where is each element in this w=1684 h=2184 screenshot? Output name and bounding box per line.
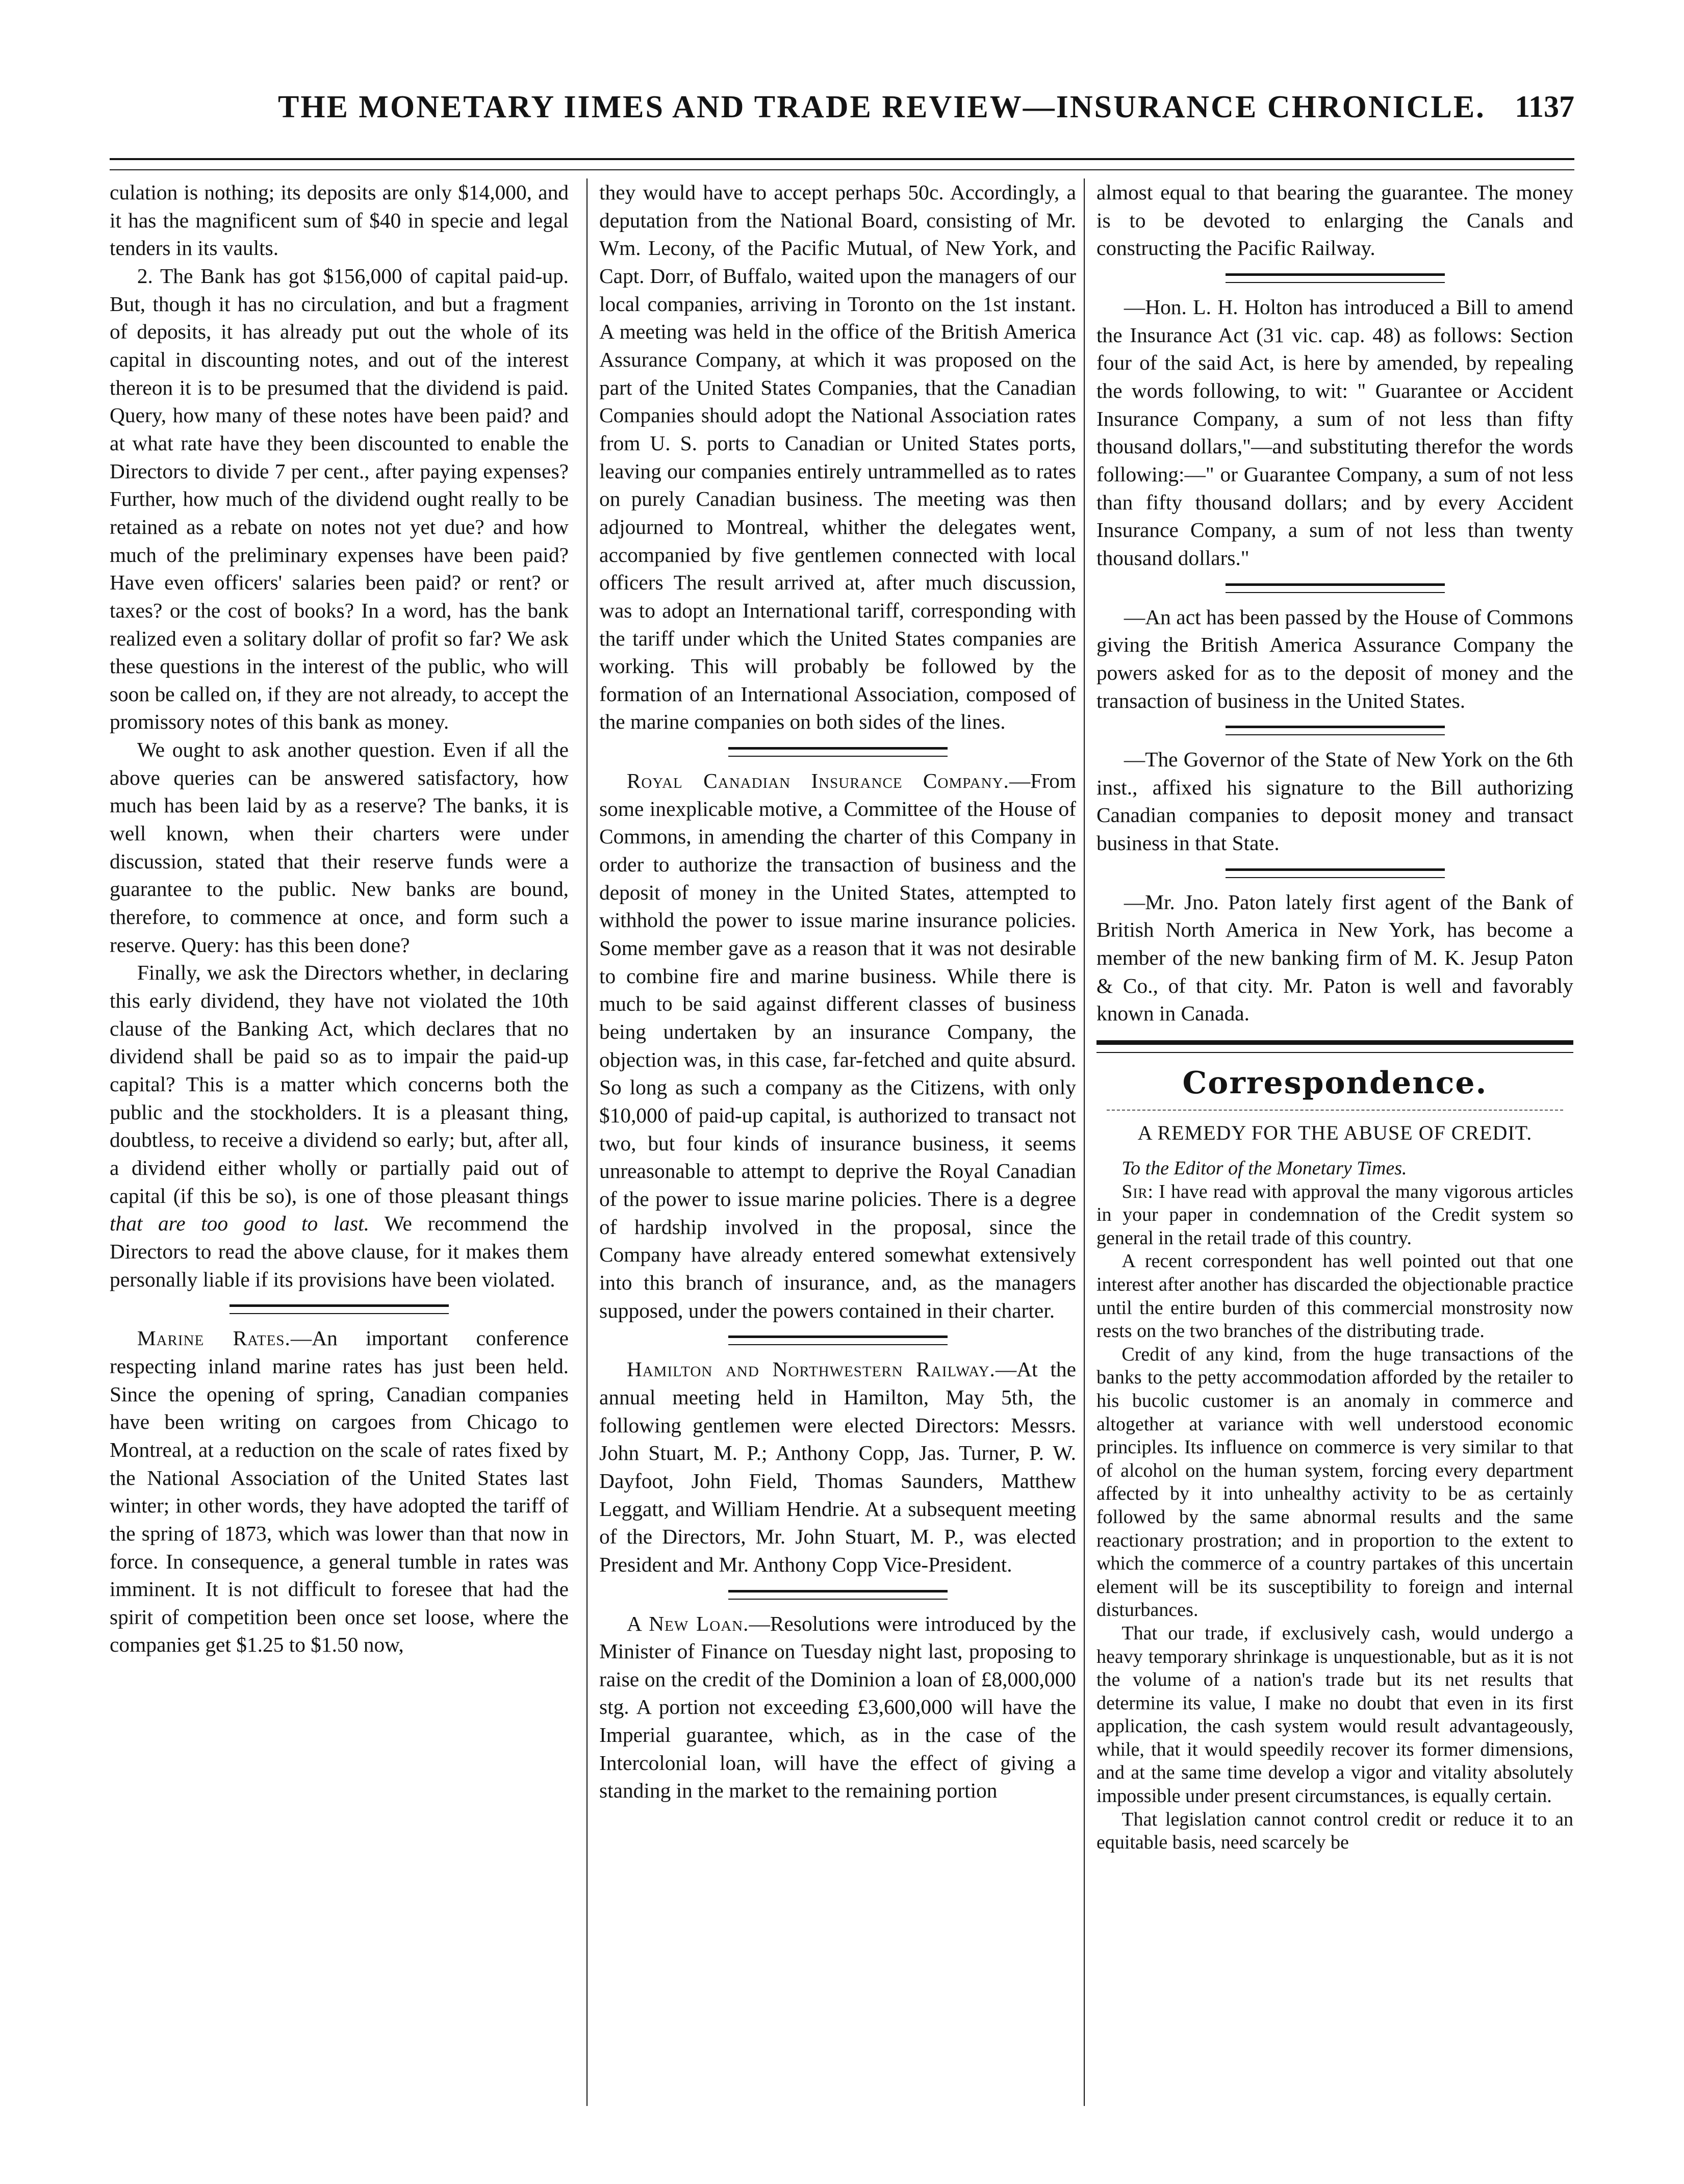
paragraph: 2. The Bank has got $156,000 of capital paid-up. But, though it has no circulation, and but a fragment of deposits, it has already put out the whole of its capital in discounting notes, and out of the interest thereon it is to be presumed that the dividend is paid. Query, how many of these notes have been paid? and at what rate have they been discounted to enable the Directors to divide 7 per cent., after paying expenses? Further, how much of the dividend ought really to be retained as a rebate on notes not yet due? and how much of the preliminary expenses have been paid? Have even officers' salaries been paid? or rent? or taxes? or the cost of books? In a word, has the bank realized even a solitary dollar of profit so far? We ask these questions in the interest of the public, who will soon be called on, if they are not already, to accept the promissory notes of this bank as money. bbox=[110, 264, 569, 734]
article-hamilton-railway bbox=[599, 1355, 1076, 1578]
article-marine-rates bbox=[110, 1324, 569, 1659]
italic-phrase: that are too good to last. bbox=[110, 1212, 369, 1236]
article-text: —At the annual meeting held in Hamilton, May 5th, the following gentlemen were elected Directors: Messrs. John Stuart, M. P.; Anthony Copp, Jas. Turner, P. W. Dayfoot, John Field, Thomas Saunders, Matthew Leggatt, and William Hendrie. At a subsequent meeting of the Directors, Mr. John Stuart, M. P., was elected President and Mr. Anthony Copp Vice-President. bbox=[599, 1357, 1076, 1576]
article-heading: Royal Canadian Insurance Company. bbox=[626, 769, 1009, 793]
paragraph: almost equal to that bearing the guarantee. The money is to be devoted to enlarging the Canals and constructing the Pacific Railway. bbox=[1096, 181, 1573, 260]
article-royal-canadian bbox=[599, 767, 1076, 1324]
letter-title: A REMEDY FOR THE ABUSE OF CREDIT. bbox=[1137, 1121, 1533, 1145]
section-divider bbox=[1226, 273, 1445, 283]
article-text: —Resolutions were introduced by the Minister of Finance on Tuesday night last, proposing to raise on the credit of the Dominion a loan of £8,000,000 stg. A portion not exceeding £3,600,000 will have the Imperial guarantee, which, as in the case of the Intercolonial loan, will have the effect of giving a standing in the market to the remaining portion bbox=[599, 1611, 1076, 1803]
article-text: —An important conference respecting inland marine rates has just been held. Since the opening of spring, Canadian companies have been writing on cargoes from Chicago to Montreal, at a reduction on the scale of rates fixed by the National Association of the United States last winter; in other words, they have adopted the tariff of the spring of 1873, which was lower than that now in force. In consequence, a general tumble in rates was imminent. It is not difficult to foresee that had the spirit of competition been once set loose, where the companies get $1.25 to $1.50 now, bbox=[110, 1326, 569, 1657]
article-heading: Marine Rates. bbox=[137, 1326, 291, 1350]
paragraph bbox=[110, 959, 569, 1293]
page-header bbox=[110, 89, 1574, 145]
paragraph: We ought to ask another question. Even if all the above queries can be answered satisfactory, how much has been laid by as a reserve? The banks, it is well known, when their charters were under discussion, stated that their reserve funds were a guarantee to the public. New banks are bound, therefore, to commence at once, and form such a reserve. Query: has this been done? bbox=[110, 738, 569, 957]
letter-body bbox=[1096, 1157, 1573, 1855]
section-divider bbox=[1226, 868, 1445, 878]
column-3 bbox=[1096, 178, 1573, 2106]
column-1 bbox=[110, 178, 569, 2106]
paragraph: —The Governor of the State of New York on the 6th inst., affixed his signature to the Bill authorizing Canadian companies to deposit money and transact business in that State. bbox=[1096, 748, 1573, 855]
article-heading: Hamilton and Northwestern Railway. bbox=[626, 1357, 996, 1381]
paragraph: —Mr. Jno. Paton lately first agent of the Bank of British North America in New York, has become a member of the new banking firm of M. K. Jesup Paton & Co., of that city. Mr. Paton is well and favorably known in Canada. bbox=[1096, 890, 1573, 1025]
paragraph-text: We recommend the Directors to read the above clause, for it makes them personally liable if its provisions have been violated. bbox=[110, 1212, 569, 1291]
paragraph-text: Finally, we ask the Directors whether, in declaring this early dividend, they have not violated the 10th clause of the Banking Act, which declares that no dividend shall be paid so as to impair the paid-up capital? This is a matter which concerns both the public and the stockholders. It is a pleasant thing, doubtless, to receive a dividend so early; but, after all, a dividend either wholly or partially paid out of capital (if this be so), is one of those pleasant things bbox=[110, 961, 569, 1207]
letter-paragraph: That legislation cannot control credit or reduce it to an equitable basis, need scarcely be bbox=[1096, 1808, 1573, 1854]
article-text: —From some inexplicable motive, a Committee of the House of Commons, in amending the charter of this Company in order to authorize the transaction of business and the deposit of money in the United States, attempted to withhold the power to issue marine insurance policies. Some member gave as a reason that it was not desirable to combine fire and marine business. While there is much to be said against different classes of business being undertaken by an insurance Company, the objection was, in this case, far-fetched and quite absurd. So long as such a company as the Citizens, with only $10,000 of paid-up capital, is authorized to transact not two, but four kinds of insurance business, it seems unreasonable to attempt to deprive the Royal Canadian of the power to issue marine policies. There is a degree of hardship involved in the proposal, since the Company have already entered somewhat extensively into this branch of insurance, and, as the managers supposed, under the powers contained in their charter. bbox=[599, 769, 1076, 1322]
letter-paragraph bbox=[1096, 1180, 1573, 1250]
column-divider bbox=[586, 178, 588, 2106]
section-divider bbox=[728, 1590, 948, 1600]
header-rule bbox=[110, 158, 1574, 170]
section-divider bbox=[1226, 583, 1445, 593]
section-divider bbox=[728, 747, 948, 757]
letter-paragraph: A recent correspondent has well pointed out that one interest after another has discarded the objectionable practice until the entire burden of this commercial monstrosity now rests on the two branches of the distributing trade. bbox=[1096, 1250, 1573, 1342]
letter-sir: Sir bbox=[1121, 1180, 1148, 1202]
section-divider bbox=[728, 1335, 948, 1345]
paragraph: —An act has been passed by the House of Commons giving the British America Assurance Company the powers asked for as to the deposit of money and the transaction of business in the United States. bbox=[1096, 605, 1573, 712]
column-2 bbox=[599, 178, 1076, 2106]
page-number: 1137 bbox=[1515, 90, 1574, 123]
article-new-loan bbox=[599, 1610, 1076, 1805]
correspondence-heading: Correspondence. bbox=[1182, 1065, 1488, 1101]
paragraph: they would have to accept perhaps 50c. Accordingly, a deputation from the National Board, consisting of Mr. Wm. Lecony, of the Pacific Mutual, of New York, and Capt. Dorr, of Buffalo, waited upon the managers of our local companies, arriving in Toronto on the 1st instant. A meeting was held in the office of the British America Assurance Company, at which it was proposed on the part of the United States Companies, that the Canadian Companies should adopt the National Association rates from U. S. ports to Canadian or United States ports, leaving our companies entirely untrammelled as to rates on purely Canadian business. The meeting was then adjourned to Montreal, whither the delegates went, accompanied by five gentlemen connected with local officers The result arrived at, after much discussion, was to adopt an International tariff, corresponding with the tariff under which the United States companies are working. This will probably be followed by the formation of an International Association, composed of the marine companies on both sides of the lines. bbox=[599, 181, 1076, 734]
section-heavy-rule bbox=[1096, 1040, 1573, 1053]
article-heading: A New Loan. bbox=[626, 1611, 749, 1635]
column-divider bbox=[1084, 178, 1085, 2106]
letter-paragraph: Credit of any kind, from the huge transactions of the banks to the petty accommodation afforded by the retailer to his bucolic customer is an anomaly in commerce and altogether at variance with well understood economic principles. Its influence on commerce is very similar to that of alcohol on the human system, forcing every department affected by it into unhealthy activity to be as certainly followed by the same abnormal results and the same reactionary prostration; and in proportion to the extent to which the commerce of a country partakes of this uncertain element will be its susceptibility to foreign and internal disturbances. bbox=[1096, 1343, 1573, 1621]
letter-paragraph: That our trade, if exclusively cash, would undergo a heavy temporary shrinkage is unquestionable, but as it is not the volume of a nation's trade but its net results that determine its value, I make no doubt that even in its first application, the cash system would result advantageously, while, that it would speedily recover its former dimensions, and at the same time develop a vigor and vitality absolutely impossible under present circumstances, is equally certain. bbox=[1096, 1622, 1573, 1807]
letter-salutation: To the Editor of the Monetary Times. bbox=[1121, 1158, 1407, 1179]
section-divider bbox=[229, 1304, 449, 1314]
section-divider bbox=[1226, 726, 1445, 735]
letter-text: : I have read with approval the many vigorous articles in your paper in condemnation of the Credit system so general in the retail trade of this country. bbox=[1096, 1180, 1573, 1249]
paragraph: culation is nothing; its deposits are only $14,000, and it has the magnificent sum of $40 in specie and legal tenders in its vaults. bbox=[110, 181, 569, 260]
paragraph: —Hon. L. H. Holton has introduced a Bill to amend the Insurance Act (31 vic. cap. 48) as follows: Section four of the said Act, is here by amended, by repealing the words following, to wit: " Guarantee or Accident Insurance Company, a sum of not less than fifty thousand dollars,"—and substituting therefor the words following:—" or Guarantee Company, a sum of not less than fifty thousand dollars; and by every Accident Insurance Company, a sum of not less than twenty thousand dollars." bbox=[1096, 295, 1573, 570]
publication-title: THE MONETARY IIMES AND TRADE REVIEW—INSURANCE CHRONICLE. bbox=[278, 90, 1486, 124]
ornamental-rule bbox=[1107, 1110, 1563, 1111]
